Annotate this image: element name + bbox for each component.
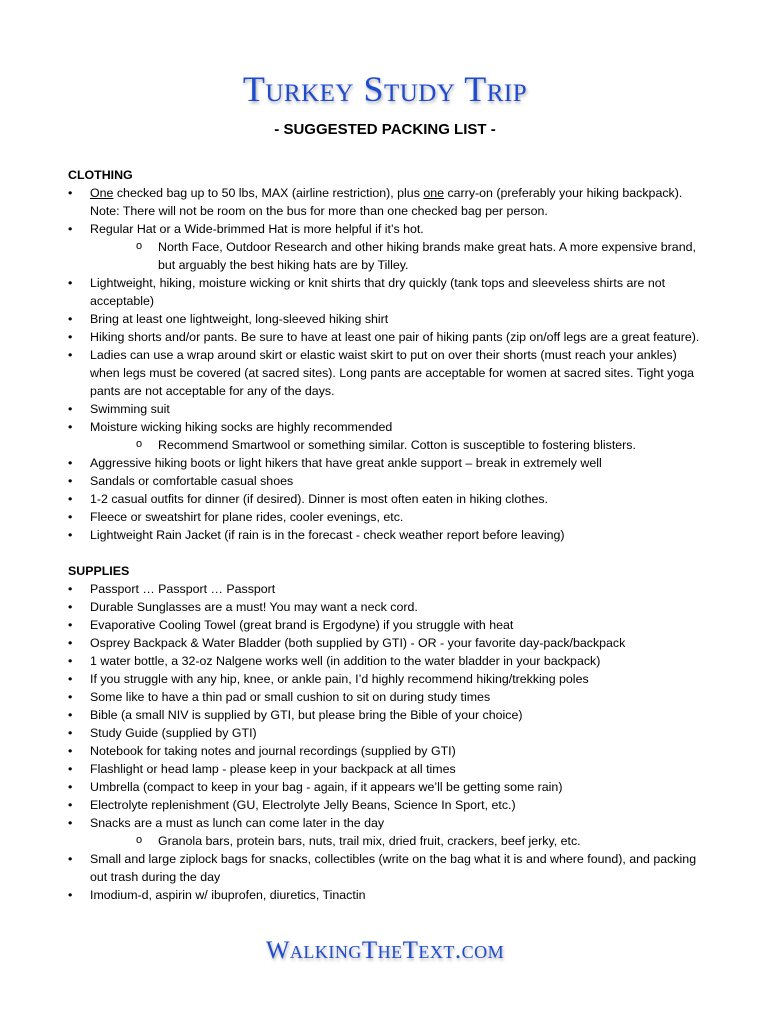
list-item: • 1-2 casual outfits for dinner (if desired). Dinner is most often eaten in hiking clothes. xyxy=(68,490,708,508)
sub-list xyxy=(90,832,708,850)
list-item: • Flashlight or head lamp - please keep in your backpack at all times xyxy=(68,760,708,778)
list-item: • 1 water bottle, a 32-oz Nalgene works well (in addition to the water bladder in your backpack) xyxy=(68,652,708,670)
list-item: • Durable Sunglasses are a must! You may want a neck cord. xyxy=(68,598,708,616)
list-item: • Snacks are a must as lunch can come later in the day o Granola bars, protein bars, nuts, trail mix, dried fruit, crackers, beef jerky, etc. xyxy=(68,814,708,850)
list-item: • Swimming suit xyxy=(68,400,708,418)
list-item: • Sandals or comfortable casual shoes xyxy=(68,472,708,490)
sub-list xyxy=(90,436,708,454)
list-item: • Evaporative Cooling Towel (great brand is Ergodyne) if you struggle with heat xyxy=(68,616,708,634)
list-item: • Notebook for taking notes and journal recordings (supplied by GTI) xyxy=(68,742,708,760)
sub-list xyxy=(90,238,708,274)
list-item: • Moisture wicking hiking socks are highly recommended o Recommend Smartwool or something similar. Cotton is susceptible to fostering blisters. xyxy=(68,418,708,454)
list-item: • Aggressive hiking boots or light hikers that have great ankle support – break in extremely well xyxy=(68,454,708,472)
list-item: • Imodium-d, aspirin w/ ibuprofen, diuretics, Tinactin xyxy=(68,886,708,904)
sub-list-item: o Granola bars, protein bars, nuts, trail mix, dried fruit, crackers, beef jerky, etc. xyxy=(90,832,708,850)
list-item: • Lightweight, hiking, moisture wicking or knit shirts that dry quickly (tank tops and sleeveless shirts are not acceptable) xyxy=(68,274,708,310)
supplies-heading: SUPPLIES xyxy=(68,564,130,578)
list-item: • Umbrella (compact to keep in your bag - again, if it appears we’ll be getting some rain) xyxy=(68,778,708,796)
list-item: • Hiking shorts and/or pants. Be sure to have at least one pair of hiking pants (zip on/off legs are a great feature). xyxy=(68,328,708,346)
list-item: • Bible (a small NIV is supplied by GTI, but please bring the Bible of your choice) xyxy=(68,706,708,724)
list-item: • One checked bag up to 50 lbs, MAX (airline restriction), plus one carry-on (preferably your hiking backpack). Note: There will not be room on the bus for more than one checked bag per person. xyxy=(68,184,708,220)
sub-list-item: o Recommend Smartwool or something similar. Cotton is susceptible to fostering blisters. xyxy=(90,436,708,454)
list-item: • Osprey Backpack & Water Bladder (both supplied by GTI) - OR - your favorite day-pack/backpack xyxy=(68,634,708,652)
list-item: • Electrolyte replenishment (GU, Electrolyte Jelly Beans, Science In Sport, etc.) xyxy=(68,796,708,814)
list-item: • Lightweight Rain Jacket (if rain is in the forecast - check weather report before leaving) xyxy=(68,526,708,544)
footer-website: WalkingTheText.com xyxy=(265,937,505,964)
packing-list xyxy=(68,166,708,904)
clothing-list xyxy=(68,184,708,544)
list-item: • If you struggle with any hip, knee, or ankle pain, I’d highly recommend hiking/trekking poles xyxy=(68,670,708,688)
list-item: • Some like to have a thin pad or small cushion to sit on during study times xyxy=(68,688,708,706)
list-item: • Fleece or sweatshirt for plane rides, cooler evenings, etc. xyxy=(68,508,708,526)
list-item: • Bring at least one lightweight, long-sleeved hiking shirt xyxy=(68,310,708,328)
list-item: • Regular Hat or a Wide-brimmed Hat is more helpful if it’s hot. o North Face, Outdoor Research and other hiking brands make great hats. A more expensive brand, but arguably the best hiking hats are by Tilley. xyxy=(68,220,708,274)
page-title: Turkey Study Trip xyxy=(242,69,528,109)
list-item: • Small and large ziplock bags for snacks, collectibles (write on the bag what it is and where found), and packing out trash during the day xyxy=(68,850,708,886)
section-spacer xyxy=(68,544,708,562)
sub-list-item: o North Face, Outdoor Research and other hiking brands make great hats. A more expensive brand, but arguably the best hiking hats are by Tilley. xyxy=(90,238,708,274)
list-item: • Ladies can use a wrap around skirt or elastic waist skirt to put on over their shorts (must reach your ankles) when legs must be covered (at sacred sites). Long pants are acceptable for women at sacred sites. Tight yoga pants are not acceptable for any of the days. xyxy=(68,346,708,400)
supplies-list xyxy=(68,580,708,904)
page-subtitle: - SUGGESTED PACKING LIST - xyxy=(274,121,496,138)
clothing-heading: CLOTHING xyxy=(68,168,133,182)
list-item: • Study Guide (supplied by GTI) xyxy=(68,724,708,742)
list-item: • Passport … Passport … Passport xyxy=(68,580,708,598)
